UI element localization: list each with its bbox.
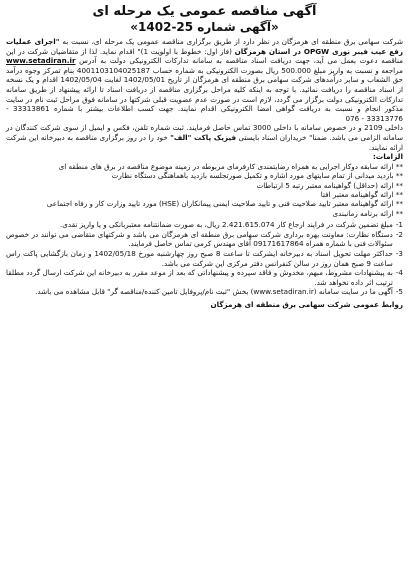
numbered-points	[6, 220, 403, 297]
setadiran-link[interactable]: www.setadiran.ir	[6, 56, 76, 66]
project-name: "اجرای عملیات رفع عیب فیبر نوری OPGW در استان هرمزگان	[6, 37, 403, 56]
point-item: 3- حداکثر مهلت تحویل اسناد به دبیرخانه ایشرکت تا ساعت 8 صبح روز چهارشنبه مورخ 1402/05/18 و زمان بازگشایی پاکت راس ساعت 9 صبح همان روز در سالن کنفرانس دفتر مرکزی این شرکت می باشد.	[6, 248, 403, 268]
signature: روابط عمومی شرکت سهامی برق منطقه ای هرمزگان	[210, 299, 403, 309]
tender-notice	[6, 4, 403, 309]
intro-text: شرکت سهامی برق منطقه ای هرمزگان در نظر دارد از طریق برگزاری مناقصه عمومی یک مرحله ای، نسبت به	[59, 37, 403, 46]
requirement-item: ** ارائه برنامه زمانبندی	[332, 208, 403, 218]
project-phase: (فاز اول: خطوط با اولویت 1)" اقدام نماید.	[99, 46, 235, 56]
intro-paragraph-2	[6, 123, 403, 152]
requirement-item: ** ارائه گواهینامه معتبر افتا	[320, 189, 403, 199]
notice-number: «آگهی شماره 25-1402»	[130, 20, 279, 34]
requirement-item: ** ارائه (حداقل) گواهینامه معتبر رتبه 5 ارتباطات	[256, 180, 403, 190]
point-item: 5- آگهی ما در سایت سامانه (www.setadiran.ir) بخش "ثبت نام/پروفایل تامین کننده/مناقصه گر" قابل مشاهده می باشد.	[35, 287, 403, 297]
contact-text: داخلی 2109 و در خصوص سامانه با داخلی 3000 تماس حاصل فرمایند. ثبت شماره تلفن، فکس و ایمیل از سوی شرکت کنندگان در سامانه الزامی می باشد. ضمنا" خریداران اسناد بایستی	[6, 123, 403, 142]
requirements-header: الزامات:	[372, 152, 403, 162]
invitation-text: لذا از متقاضیان شرکت در این مناقصه دعوت بعمل می آید، جهت دریافت اسناد مناقصه به سامانه تدارکات الکترونیکی دولت به آدرس	[6, 46, 403, 66]
requirement-item: ** ارائه سابقه دوکار اجرایی به همراه رضایتمندی کارفرمای مربوطه در زمینه موضوع مناقصه در برق های منطقه ای	[58, 161, 403, 171]
requirement-item: ** ارائه گواهینامه معتبر تایید صلاحیت فنی و تایید صلاحیت ایمنی پیمانکاران (HSE) مورد تایید وزارت کار و رفاه اجتماعی	[46, 199, 403, 209]
intro-paragraph-1	[6, 37, 403, 123]
point-item: 1- مبلغ تضمین شرکت در فرایند ارجاع کار 2.421.615.074 ریال، به صورت ضمانتنامه معتبربانکی و یا واریز نقدی.	[60, 220, 403, 230]
requirements-list	[6, 162, 403, 218]
contact-rest: خود را در روز برگزاری مناقصه به دبیرخانه این شرکت ارائه نمایند.	[6, 132, 403, 152]
envelope-label: فیزیک پاکت "الف"	[170, 132, 237, 142]
point-item: 2- دستگاه نظارت: معاونت بهره برداری شرکت سهامی برق منطقه ای هرمزگان می باشد و شرکتهای متقاضی می توانند در خصوص سئوالات فنی با شماره همراه 09171617864 آقای مهندس کرمی تماس حاصل فرمایند.	[6, 229, 403, 249]
requirement-item: ** بازدید میدانی از تمام سایتهای مورد اشاره و تکمیل صورتجلسه بازدید باهماهنگی دستگاه نظارت	[111, 171, 403, 181]
point-item: 4- به پیشنهادات مشروط، مبهم، مخدوش و فاقد سپرده و پیشنهاداتی که بعد از موعد مقرر به دبیرخانه این شرکت ارسال گردد مطلقا ترتیب اثر داده نخواهد شد.	[6, 268, 403, 287]
notice-title: آگهی مناقصه عمومی یک مرحله ای	[92, 4, 317, 19]
invitation-details: مراجعه و نسبت به واریز مبلغ 500.000 ریال بصورت الکترونیکی به شماره حساب 4001103104025187 بنام تمرکز وجوه درآمد حق الشعاب و سایر درآمدهای شرکت سهامی برق منطقه ای هرمزگان از تاریخ 1402/05/01 لغایت 1402/05/04 اقدام و یک نسخه از اسناد مناقصه را دریافت نمائید. با توجه به اینکه کلیه مراحل برگزاری مناقصه از دریافت اسناد تا ارائه پیشنهاد از طریق سامانه تدارکات الکترونیکی دولت برگزار می گردد، لازم است در صورت عدم عضویت قبلی شرکتها در سامانه فوق مراحل ثبت نام در سایت مذکور انجام و نسبت به دریافت گواهی امضا الکترونیکی اقدام نمایند. جهت کسب اطلاعات بیشتر با شماره 33313861 - 33313776 - 076	[6, 65, 404, 123]
